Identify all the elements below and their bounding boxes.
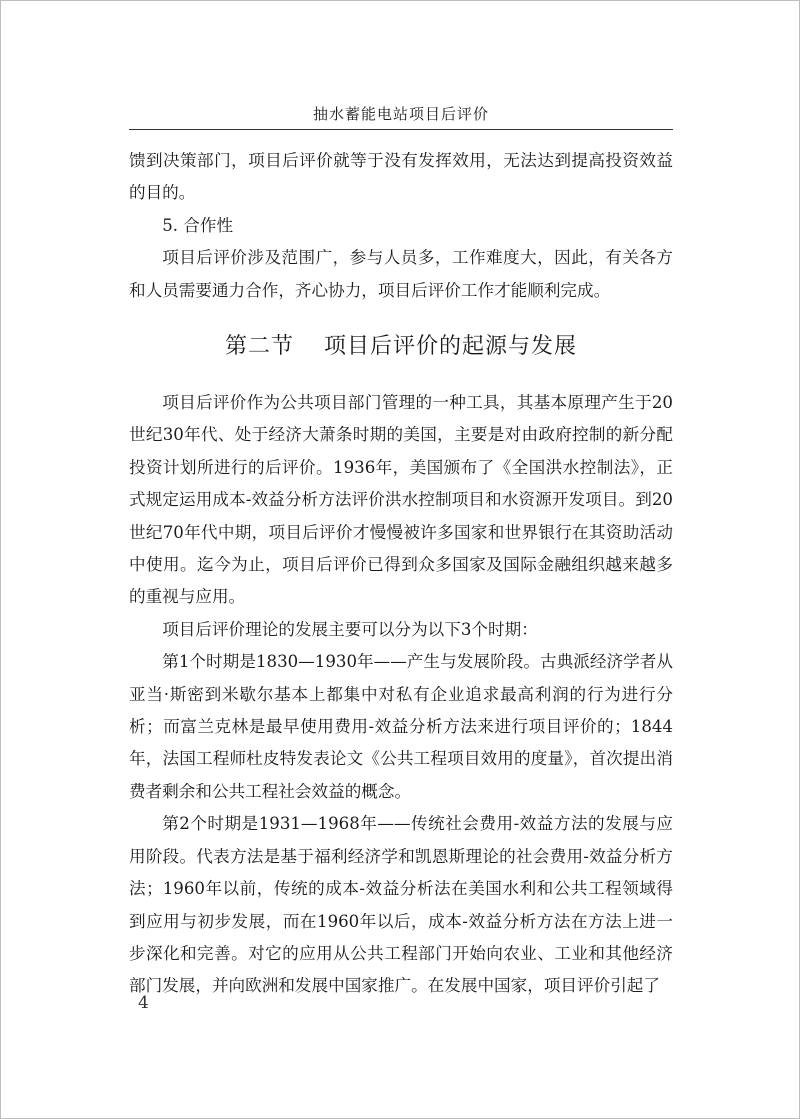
body-paragraph-1: 项目后评价作为公共项目部门管理的一种工具，其基本原理产生于20世纪30年代、处于经济大萧条时期的美国，主要是对由政府控制的新分配投资计划所进行的后评价。1936年，美国颁布了《全国洪水控制法》，正式规定运用成本-效益分析方法评价洪水控制项目和水资源开发项目。到20世纪70年代中期，项目后评价才慢慢被许多国家和世界银行在其资助活动中使用。迄今为止，项目后评价已得到众多国家及国际金融组织越来越多的重视与应用。 (129, 393, 673, 607)
header-rule (129, 129, 673, 130)
section-body (129, 387, 673, 1003)
continued-paragraph: 馈到决策部门，项目后评价就等于没有发挥效用，无法达到提高投资效益的目的。 (129, 151, 673, 203)
body-paragraph-2: 项目后评价理论的发展主要可以分为以下3个时期： (162, 619, 538, 639)
section-title-text: 项目后评价的起源与发展 (324, 334, 578, 359)
body-paragraph-3: 第1个时期是1830—1930年——产生与发展阶段。古典派经济学者从亚当·斯密到米歇尔基本上都集中对私有企业追求最高利润的行为进行分析；而富兰克林是最早使用费用-效益分析方法来进行项目评价的；1844年，法国工程师杜皮特发表论文《公共工程项目效用的度量》，首次提出消费者剩余和公共工程社会效益的概念。 (129, 652, 673, 801)
item-paragraph: 项目后评价涉及范围广，参与人员多，工作难度大，因此，有关各方和人员需要通力合作，齐心协力，项目后评价工作才能顺利完成。 (129, 248, 673, 300)
page-number: 4 (138, 993, 149, 1013)
intro-block (129, 145, 673, 307)
body-paragraph-4: 第2个时期是1931—1968年——传统社会费用-效益方法的发展与应用阶段。代表方法是基于福利经济学和凯恩斯理论的社会费用-效益分析方法；1960年以前，传统的成本-效益分析法在美国水利和公共工程领域得到应用与初步发展，而在1960年以后，成本-效益分析方法在方法上进一步深化和完善。对它的应用从公共工程部门开始向农业、工业和其他经济部门发展，并向欧洲和发展中国家推广。在发展中国家，项目评价引起了 (129, 814, 673, 996)
section-number: 第二节 (224, 334, 294, 359)
item-heading: 5. 合作性 (162, 215, 234, 235)
section-title (129, 327, 673, 367)
running-header: 抽水蓄能电站项目后评价 (312, 105, 489, 123)
